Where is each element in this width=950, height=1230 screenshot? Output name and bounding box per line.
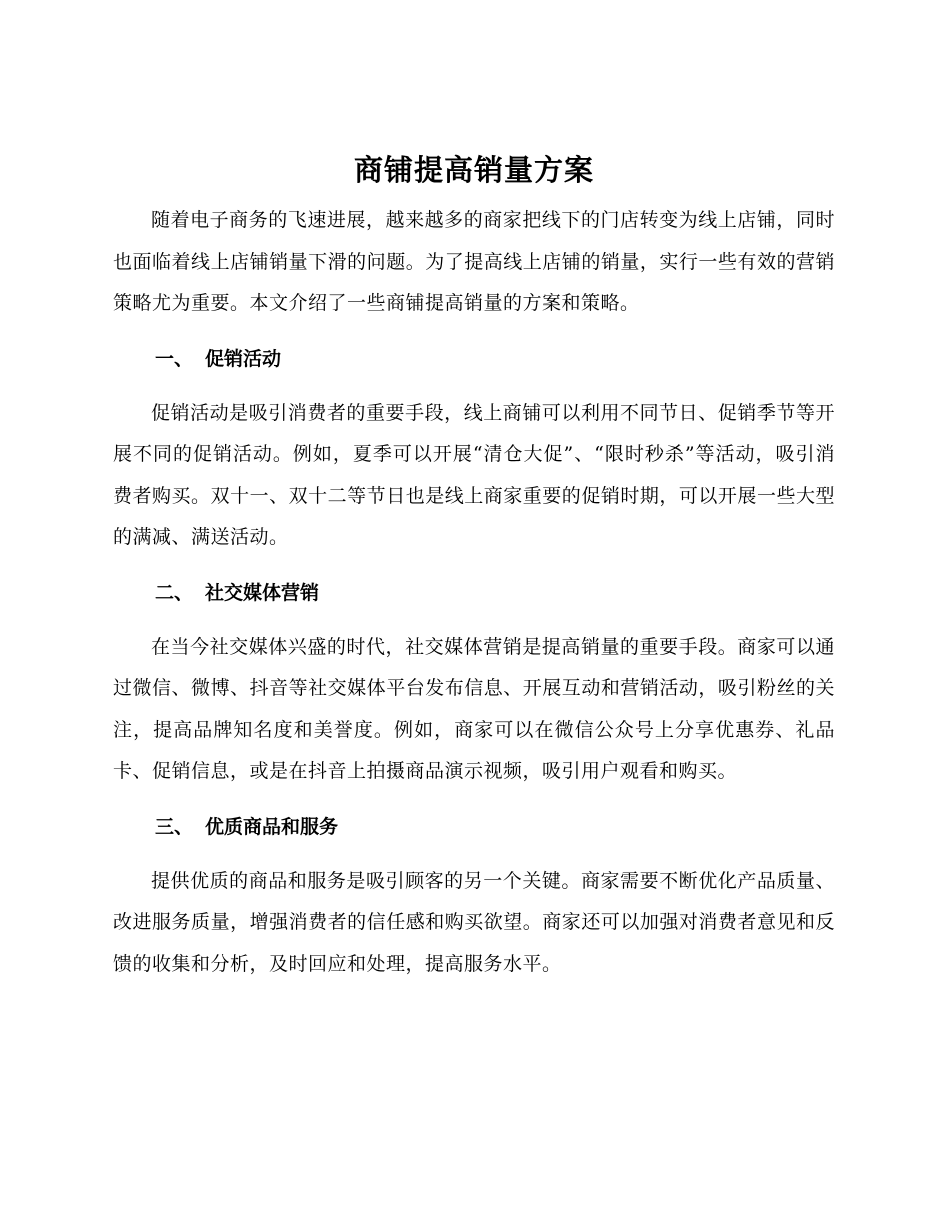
section-heading [113,339,835,379]
section-number: 一、 [155,347,194,370]
section-body: 在当今社交媒体兴盛的时代，社交媒体营销是提高销量的重要手段。商家可以通过微信、微博、抖音等社交媒体平台发布信息、开展互动和营销活动，吸引粉丝的关注，提高品牌知名度和美誉度。例如，商家可以在微信公众号上分享优惠券、礼品卡、促销信息，或是在抖音上拍摄商品演示视频，吸引用户观看和购买。 [113,635,835,782]
section-quality [113,807,835,986]
document-page [113,148,835,985]
section-title: 社交媒体营销 [205,581,320,604]
section-heading [113,573,835,613]
section-heading [113,807,835,847]
section-title: 优质商品和服务 [205,815,339,838]
intro-paragraph: 随着电子商务的飞速进展，越来越多的商家把线下的门店转变为线上店铺，同时也面临着线上店铺销量下滑的问题。为了提高线上店铺的销量，实行一些有效的营销策略尤为重要。本文介绍了一些商铺提高销量的方案和策略。 [113,209,835,314]
section-body: 促销活动是吸引消费者的重要手段，线上商铺可以利用不同节日、促销季节等开展不同的促销活动。例如，夏季可以开展“清仓大促”、“限时秒杀”等活动，吸引消费者购买。双十一、双十二等节日也是线上商家重要的促销时期，可以开展一些大型的满减、满送活动。 [113,401,835,548]
section-title: 促销活动 [205,347,282,370]
section-number: 三、 [155,815,194,838]
section-body: 提供优质的商品和服务是吸引顾客的另一个关键。商家需要不断优化产品质量、改进服务质量，增强消费者的信任感和购买欲望。商家还可以加强对消费者意见和反馈的收集和分析，及时回应和处理，提高服务水平。 [113,869,835,975]
section-promotions [113,339,835,559]
section-number: 二、 [155,581,194,604]
document-title: 商铺提高销量方案 [353,153,594,187]
section-social-media [113,573,835,793]
